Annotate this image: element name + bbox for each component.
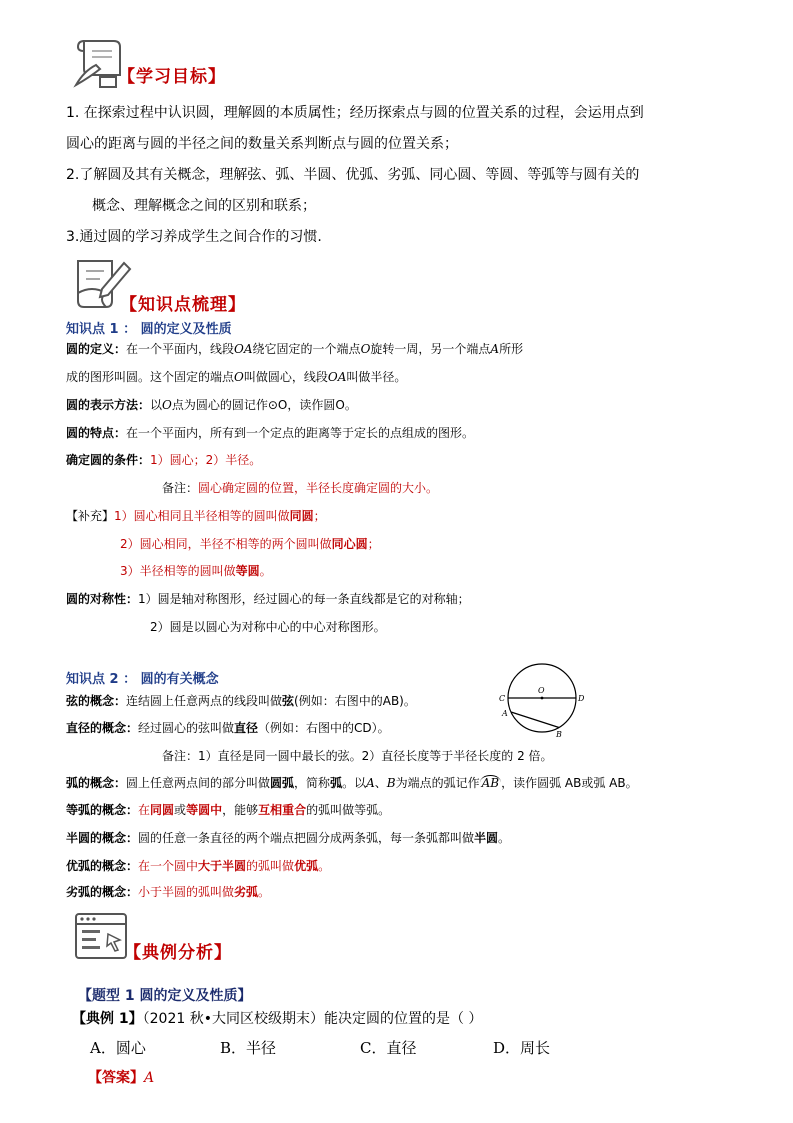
term: 优弧 bbox=[294, 859, 319, 873]
text: 1）圆心相同且半径相等的圆叫做 bbox=[114, 509, 290, 523]
segment-oa: OA bbox=[234, 342, 253, 356]
text: 在一个圆中 bbox=[138, 859, 199, 873]
term: 同圆 bbox=[289, 509, 314, 523]
browser-window-icon bbox=[72, 910, 132, 966]
center-point bbox=[541, 697, 544, 700]
conditions-note bbox=[162, 479, 438, 496]
term: 弧 bbox=[330, 776, 343, 790]
symmetry-label: 圆的对称性： bbox=[66, 592, 139, 606]
term: 劣弧 bbox=[234, 885, 259, 899]
equal-arc-label: 等弧的概念： bbox=[66, 803, 139, 817]
text: 的弧叫做 bbox=[246, 859, 295, 873]
minor-arc-label: 劣弧的概念： bbox=[66, 885, 139, 899]
circle-definition-line-2 bbox=[66, 368, 406, 385]
text: 2）圆心相同，半径不相等的两个圆叫做 bbox=[120, 537, 332, 551]
circle-conditions bbox=[66, 451, 261, 468]
arc-ab-symbol: AB bbox=[481, 776, 500, 790]
text: 。 bbox=[259, 564, 272, 578]
text: 叫做圆心，线段 bbox=[243, 370, 328, 384]
point-a: A bbox=[490, 342, 500, 356]
text: ，能够 bbox=[222, 803, 259, 817]
circle-definition-line-1 bbox=[66, 340, 523, 357]
term: 圆弧 bbox=[270, 776, 295, 790]
major-arc-label: 优弧的概念： bbox=[66, 859, 139, 873]
text: 旋转一周，另一个端点 bbox=[370, 342, 491, 356]
label-a: A bbox=[502, 709, 508, 718]
goal-line-2: 圆心的距离与圆的半径之间的数量关系判断点与圆的位置关系； bbox=[66, 136, 458, 152]
text: 成的图形叫圆。这个固定的端点 bbox=[66, 370, 235, 384]
text: (例如：右图中的AB)。 bbox=[294, 694, 416, 708]
equal-arc-concept bbox=[66, 801, 390, 818]
option-a: A．圆心 bbox=[90, 1039, 146, 1057]
term: 弦 bbox=[282, 694, 295, 708]
term: 互相重合 bbox=[258, 803, 307, 817]
term: 同圆 bbox=[150, 803, 175, 817]
text: ； bbox=[313, 509, 326, 523]
text: ，读作圆弧 AB或弧 AB。 bbox=[501, 776, 638, 790]
text: 圆上任意两点间的部分叫做 bbox=[126, 776, 271, 790]
major-arc-concept bbox=[66, 857, 330, 874]
kp1-heading: 知识点 1 ： 圆的定义及性质 bbox=[66, 322, 232, 337]
text: 经过圆心的弦叫做 bbox=[138, 721, 235, 735]
segment-oa: OA bbox=[327, 370, 347, 384]
circle-representation bbox=[66, 396, 357, 413]
text: 点为圆心的圆记作⊙O，读作圆O。 bbox=[171, 398, 357, 412]
option-d: D．周长 bbox=[493, 1039, 551, 1057]
supplement-2 bbox=[120, 535, 380, 552]
example-label: 【典例 1】 bbox=[72, 1011, 143, 1027]
diameter-label: 直径的概念： bbox=[66, 721, 139, 735]
point-o: O bbox=[162, 398, 172, 412]
label-o: O bbox=[538, 686, 545, 695]
text: 圆的任意一条直径的两个端点把圆分成两条弧，每一条弧都叫做 bbox=[138, 831, 475, 845]
text: 的弧叫做等弧。 bbox=[306, 803, 391, 817]
text: 在 bbox=[138, 803, 151, 817]
section-title-knowledge: 【知识点梳理】 bbox=[120, 295, 246, 315]
circle-features bbox=[66, 424, 474, 441]
option-b: B．半径 bbox=[220, 1039, 277, 1057]
text: 在一个平面内，线段 bbox=[126, 342, 235, 356]
text: ； bbox=[367, 537, 380, 551]
text: 3）半径相等的圆叫做 bbox=[120, 564, 236, 578]
definition-label: 圆的定义： bbox=[66, 342, 127, 356]
text: 以 bbox=[150, 398, 163, 412]
diameter-note bbox=[162, 747, 553, 764]
arc-concept bbox=[66, 774, 638, 791]
text: 所形 bbox=[499, 342, 524, 356]
text: （例如：右图中的CD）。 bbox=[258, 721, 390, 735]
text: 1）圆是轴对称图形，经过圆心的每一条直线都是它的对称轴； bbox=[138, 592, 470, 606]
term: 半圆 bbox=[474, 831, 499, 845]
chord-label: 弦的概念： bbox=[66, 694, 127, 708]
goal-line-1: 1. 在探索过程中认识圆，理解圆的本质属性；经历探索点与圆的位置关系的过程，会运用点到 bbox=[66, 105, 644, 121]
symmetry-1 bbox=[66, 590, 470, 607]
goal-line-5: 3.通过圆的学习养成学生之间合作的习惯. bbox=[66, 229, 322, 245]
representation-label: 圆的表示方法： bbox=[66, 398, 151, 412]
text: 。 bbox=[498, 831, 511, 845]
kp2-heading: 知识点 2 ： 圆的有关概念 bbox=[66, 672, 219, 687]
point-b: B bbox=[386, 776, 396, 790]
section-title-examples: 【典例分析】 bbox=[124, 943, 232, 963]
label-d: D bbox=[578, 694, 585, 703]
text: 。 bbox=[258, 885, 271, 899]
text: 连结圆上任意两点的线段叫做 bbox=[126, 694, 283, 708]
question-text: （2021 秋•大同区校级期末）能决定圆的位置的是（ ） bbox=[142, 1011, 483, 1027]
features-label: 圆的特点： bbox=[66, 426, 127, 440]
chord-ab bbox=[511, 712, 559, 728]
text: 1）直径是同一圆中最长的弦。2）直径长度等于半径长度的 2 倍。 bbox=[198, 749, 553, 763]
term: 同心圆 bbox=[331, 537, 368, 551]
text: 叫做半径。 bbox=[346, 370, 407, 384]
question-type-heading: 【题型 1 圆的定义及性质】 bbox=[78, 988, 252, 1004]
text: 、 bbox=[374, 776, 387, 790]
diameter-concept bbox=[66, 719, 390, 736]
text: 为端点的弧记作 bbox=[395, 776, 480, 790]
term: 大于半圆 bbox=[198, 859, 247, 873]
minor-arc-concept bbox=[66, 883, 270, 900]
chord-concept bbox=[66, 692, 416, 709]
circle-diagram bbox=[498, 660, 598, 740]
answer-label: 【答案】 bbox=[88, 1070, 144, 1086]
semicircle-concept bbox=[66, 829, 510, 846]
arc-label: 弧的概念： bbox=[66, 776, 127, 790]
text: 。以 bbox=[342, 776, 367, 790]
text: ，简称 bbox=[294, 776, 331, 790]
text: 在一个平面内，所有到一个定点的距离等于定长的点组成的图形。 bbox=[126, 426, 475, 440]
label-c: C bbox=[499, 694, 506, 703]
conditions-label: 确定圆的条件： bbox=[66, 453, 151, 467]
text: 或 bbox=[174, 803, 187, 817]
supplement-3 bbox=[120, 562, 272, 579]
example-question bbox=[72, 1008, 482, 1028]
text: 圆心确定圆的位置，半径长度确定圆的大小。 bbox=[198, 481, 439, 495]
point-o: O bbox=[360, 342, 371, 356]
semicircle-label: 半圆的概念： bbox=[66, 831, 139, 845]
answer-line bbox=[88, 1067, 154, 1087]
answer-value: A bbox=[144, 1070, 155, 1086]
goal-line-4: 概念、理解概念之间的区别和联系； bbox=[92, 198, 316, 214]
option-c: C．直径 bbox=[360, 1039, 417, 1057]
supplement-1 bbox=[66, 507, 326, 524]
section-title-goals: 【学习目标】 bbox=[118, 67, 226, 87]
note-label: 备注： bbox=[162, 749, 199, 763]
goal-line-3: 2.了解圆及其有关概念，理解弦、弧、半圆、优弧、劣弧、同心圆、等圆、等弧等与圆有关的 bbox=[66, 167, 640, 183]
point-o: O bbox=[234, 370, 244, 384]
text: 1）圆心；2）半径。 bbox=[150, 453, 262, 467]
label-b: B bbox=[556, 730, 562, 739]
text: 绕它固定的一个端点 bbox=[252, 342, 361, 356]
symmetry-2: 2）圆是以圆心为对称中心的中心对称图形。 bbox=[150, 620, 386, 634]
text: 小于半圆的弧叫做 bbox=[138, 885, 235, 899]
supplement-label: 【补充】 bbox=[66, 509, 115, 523]
text: 。 bbox=[318, 859, 331, 873]
term: 直径 bbox=[234, 721, 259, 735]
point-a: A bbox=[366, 776, 375, 790]
term: 等圆中 bbox=[186, 803, 223, 817]
note-label: 备注： bbox=[162, 481, 199, 495]
term: 等圆 bbox=[235, 564, 260, 578]
